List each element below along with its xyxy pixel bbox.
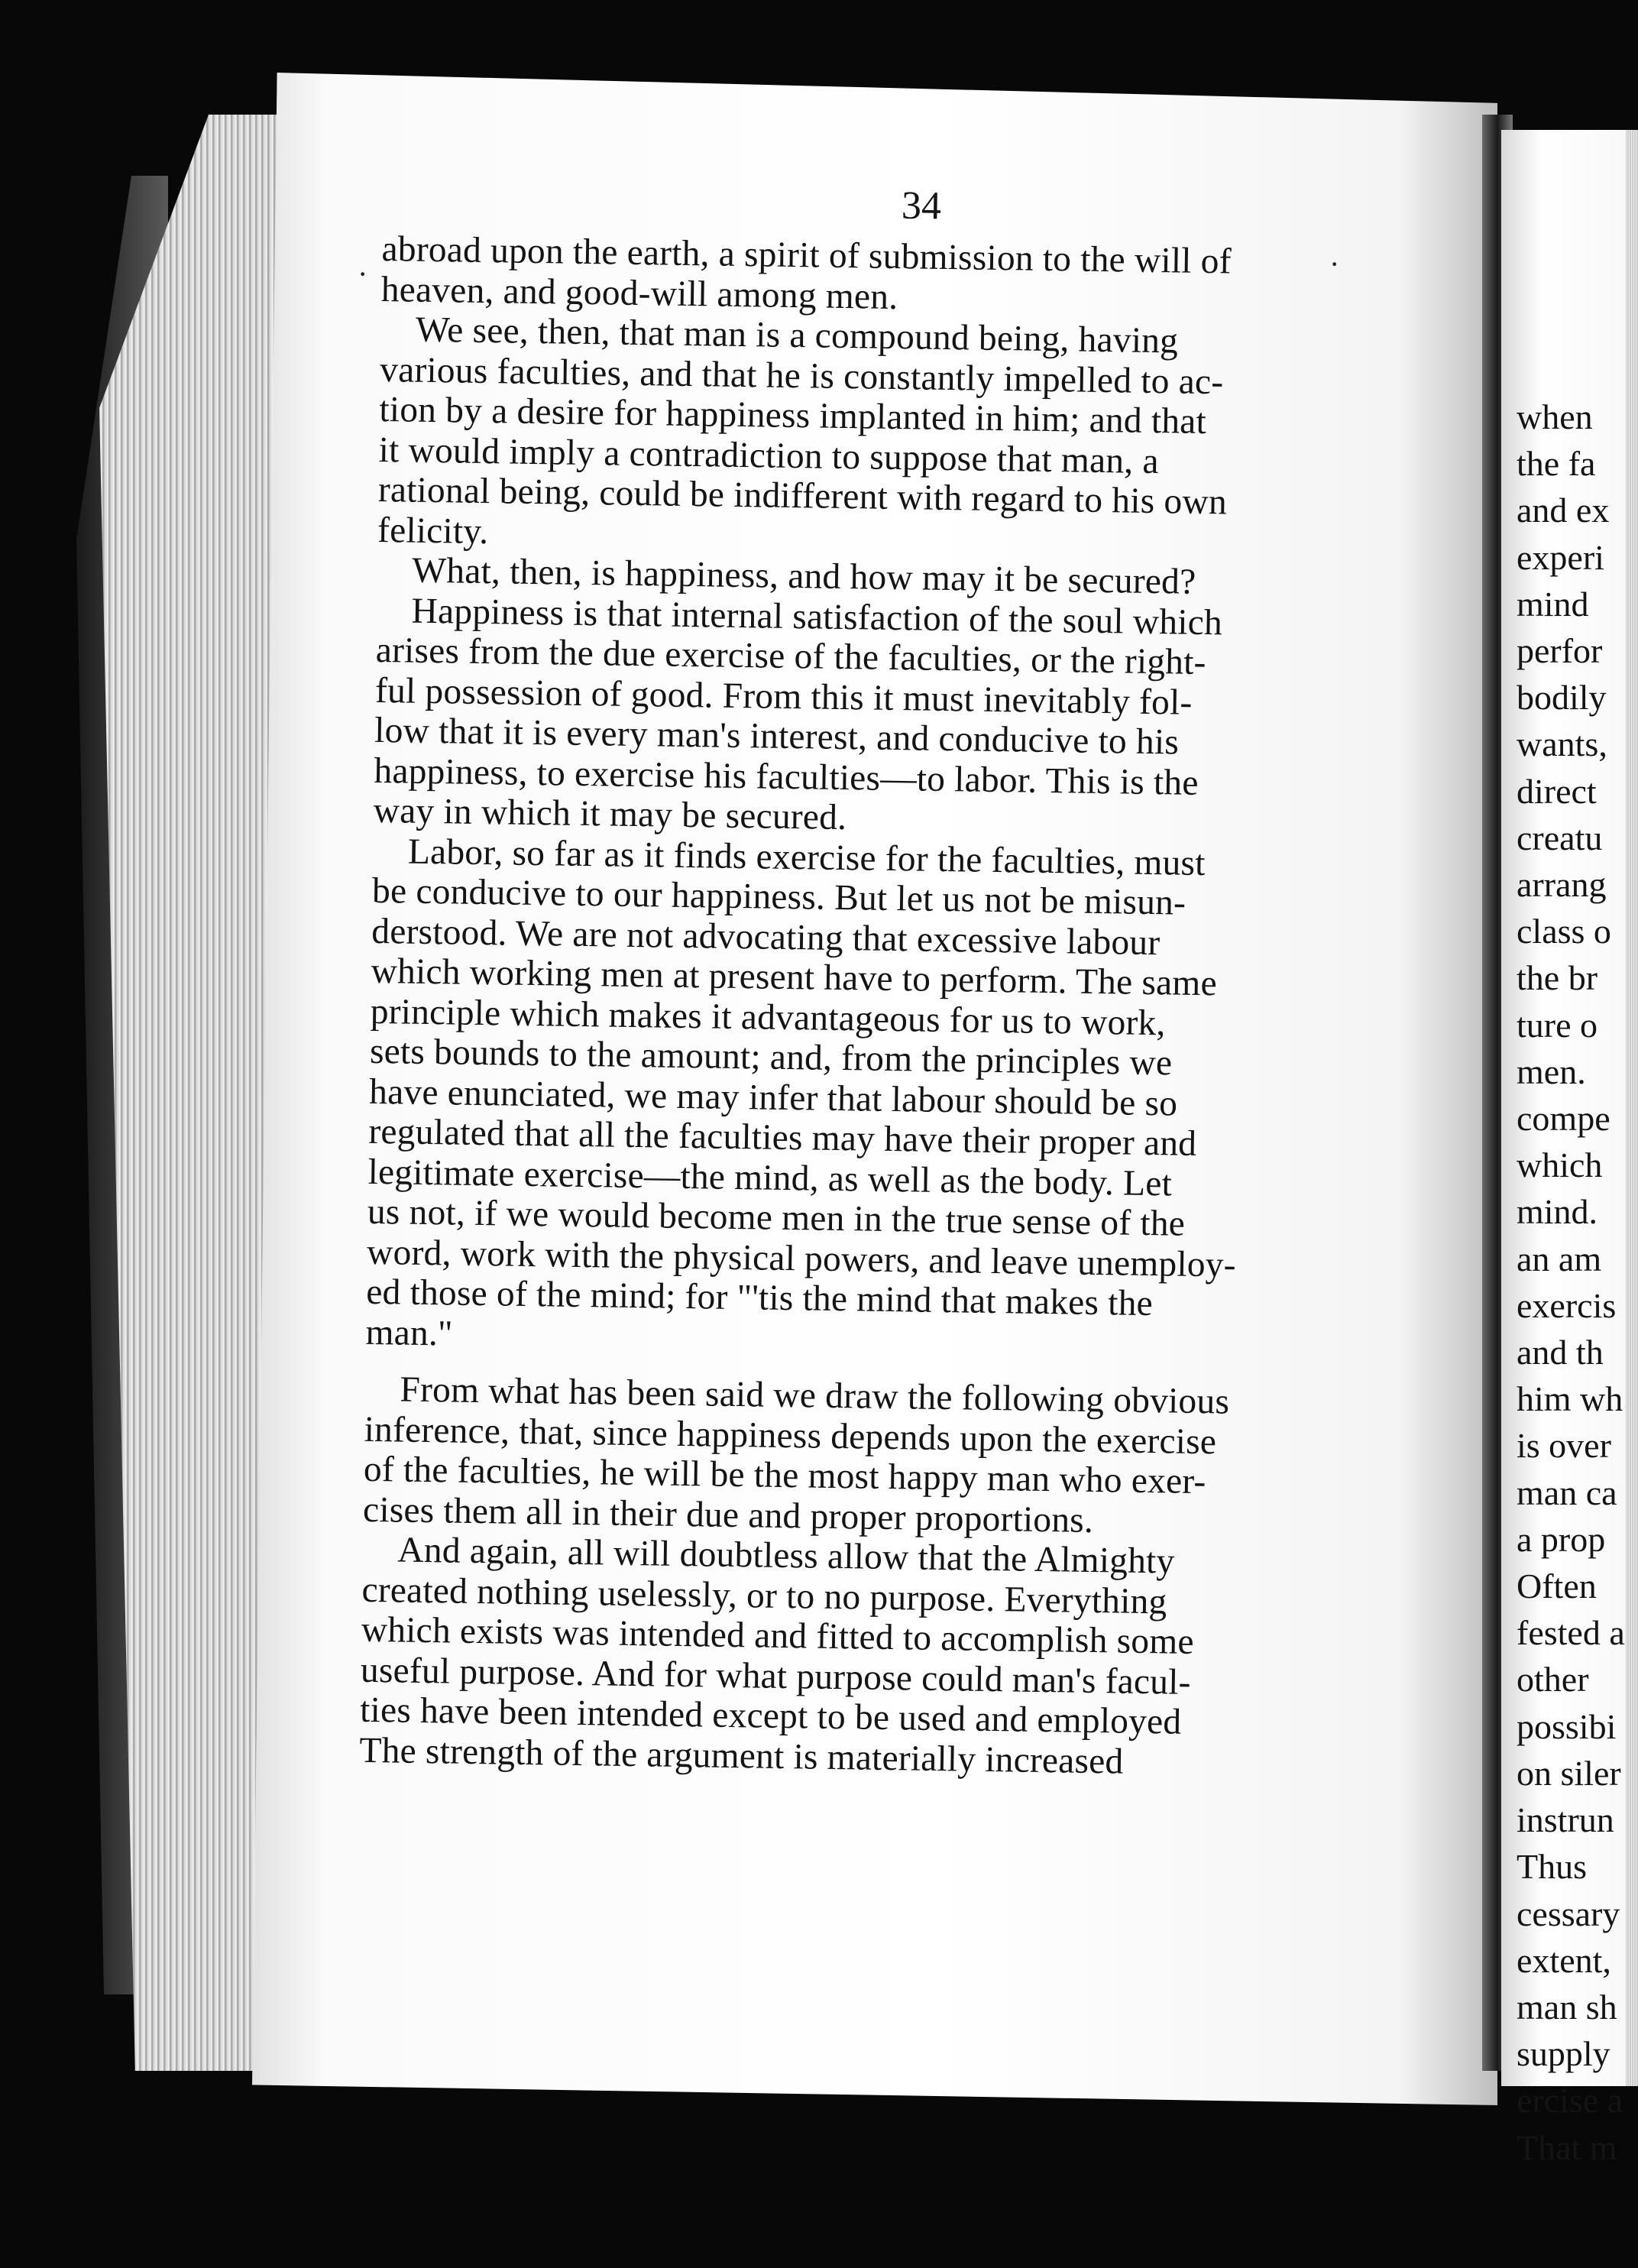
main-text-column <box>359 229 1436 1786</box>
facing-text-fragment: experi <box>1517 537 1604 577</box>
text-line: way in which it may be secured. <box>373 790 847 838</box>
ink-speck: · <box>1329 247 1340 281</box>
text-line: What, then, is happiness, and how may it be secured? <box>411 550 1196 602</box>
text-line: word, work with the physical powers, and leave unemploy- <box>366 1232 1237 1285</box>
text-line: of the faculties, he will be the most happy man who exer- <box>363 1449 1206 1502</box>
facing-text-fragment: men. <box>1517 1051 1586 1091</box>
text-line: felicity. <box>377 510 489 552</box>
facing-text-fragment: extent, <box>1517 1940 1611 1980</box>
facing-text-fragment: and ex <box>1517 491 1610 530</box>
text-line: legitimate exercise—the mind, as well as the body. Let <box>367 1152 1173 1204</box>
facing-text-fragment: ercise a <box>1517 2081 1623 2121</box>
text-line: regulated that all the faculties may have their proper and <box>368 1111 1197 1164</box>
text-line: ful possession of good. From this it must inevitably fol- <box>374 670 1193 723</box>
text-line: abroad upon the earth, a spirit of submission to the will of <box>381 229 1232 282</box>
facing-page-text-fragments <box>1517 394 1638 2171</box>
facing-text-fragment: Often <box>1517 1567 1597 1606</box>
text-line: ed those of the mind; for "'tis the mind that makes the <box>365 1272 1154 1324</box>
facing-text-fragment: bodily <box>1517 678 1607 718</box>
facing-text-fragment: cessary <box>1517 1894 1620 1933</box>
text-line: The strength of the argument is materially increased <box>359 1730 1124 1782</box>
text-line: man." <box>365 1312 454 1354</box>
facing-text-fragment: exercis <box>1517 1285 1617 1325</box>
text-line: useful purpose. And for what purpose could man's facul- <box>360 1650 1192 1703</box>
facing-text-fragment: Thus <box>1517 1847 1587 1887</box>
text-line: heaven, and good-will among men. <box>380 269 898 317</box>
facing-text-fragment: the br <box>1517 958 1598 998</box>
text-line: tion by a desire for happiness implanted in him; and that <box>379 389 1207 442</box>
text-line: which exists was intended and fitted to accomplish some <box>361 1609 1195 1662</box>
text-line: various faculties, and that he is constantly impelled to ac- <box>379 349 1224 402</box>
text-line: sets bounds to the amount; and, from the principles we <box>369 1031 1173 1084</box>
text-line: arises from the due exercise of the faculties, or the right- <box>375 630 1207 683</box>
facing-text-fragment: is over <box>1517 1426 1611 1466</box>
facing-text-fragment: man sh <box>1517 1987 1617 2027</box>
text-line: principle which makes it advantageous for us to work, <box>370 991 1166 1043</box>
facing-text-fragment: class o <box>1517 912 1611 951</box>
facing-text-fragment: That m <box>1517 2127 1617 2167</box>
ink-speck: · <box>358 257 368 291</box>
text-line: low that it is every man's interest, and conducive to his <box>374 710 1180 763</box>
text-line: Labor, so far as it finds exercise for the faculties, must <box>407 831 1206 883</box>
text-line: cises them all in their due and proper proportions. <box>362 1489 1094 1541</box>
text-line: We see, then, that man is a compound being, having <box>415 309 1179 361</box>
facing-text-fragment: compe <box>1517 1099 1610 1139</box>
text-line: From what has been said we draw the following obvious <box>400 1369 1230 1422</box>
text-line: have enunciated, we may infer that labour should be so <box>368 1071 1178 1124</box>
facing-text-fragment: other <box>1517 1660 1589 1699</box>
text-line: inference, that, since happiness depends upon the exercise <box>364 1409 1217 1462</box>
facing-text-fragment: perfor <box>1517 631 1603 671</box>
text-line: happiness, to exercise his faculties—to labor. This is the <box>374 750 1199 803</box>
facing-text-fragment: mind. <box>1517 1192 1598 1232</box>
facing-text-fragment: a prop <box>1517 1519 1606 1559</box>
text-line: it would imply a contradiction to suppose that man, a <box>378 429 1160 481</box>
facing-text-fragment: mind <box>1517 584 1589 624</box>
text-line: rational being, could be indifferent with regard to his own <box>377 469 1228 523</box>
text-line: which working men at present have to perform. The same <box>371 951 1218 1004</box>
facing-text-fragment: creatu <box>1517 818 1603 857</box>
facing-text-fragment: the fa <box>1517 444 1596 484</box>
facing-text-fragment: an am <box>1517 1239 1602 1278</box>
page-number: 34 <box>901 183 942 228</box>
text-line: us not, if we would become men in the true sense of the <box>367 1191 1186 1244</box>
facing-text-fragment: man ca <box>1517 1473 1617 1512</box>
facing-text-fragment: supply <box>1517 2034 1610 2074</box>
text-line: created nothing uselessly, or to no purpose. Everything <box>361 1570 1167 1622</box>
text-line: derstood. We are not advocating that excessive labour <box>371 911 1161 963</box>
facing-text-fragment: arrang <box>1517 865 1607 905</box>
facing-text-fragment: and th <box>1517 1333 1604 1372</box>
facing-text-fragment: direct <box>1517 771 1597 811</box>
facing-text-fragment: fested a <box>1517 1613 1625 1653</box>
facing-text-fragment: on siler <box>1517 1753 1621 1793</box>
text-line: Happiness is that internal satisfaction of the soul which <box>411 591 1223 643</box>
facing-text-fragment: him wh <box>1517 1379 1623 1419</box>
facing-text-fragment: wants, <box>1517 724 1607 764</box>
facing-text-fragment: possibi <box>1517 1706 1617 1746</box>
facing-text-fragment: which <box>1517 1145 1603 1185</box>
facing-text-fragment: instrun <box>1517 1800 1614 1840</box>
text-line: be conducive to our happiness. But let us not be misun- <box>371 870 1186 923</box>
facing-text-fragment: when <box>1517 397 1593 436</box>
facing-text-fragment: ture o <box>1517 1005 1598 1045</box>
text-line: ties have been intended except to be used and employed <box>359 1690 1182 1742</box>
text-line: And again, all will doubtless allow that the Almighty <box>397 1530 1175 1582</box>
